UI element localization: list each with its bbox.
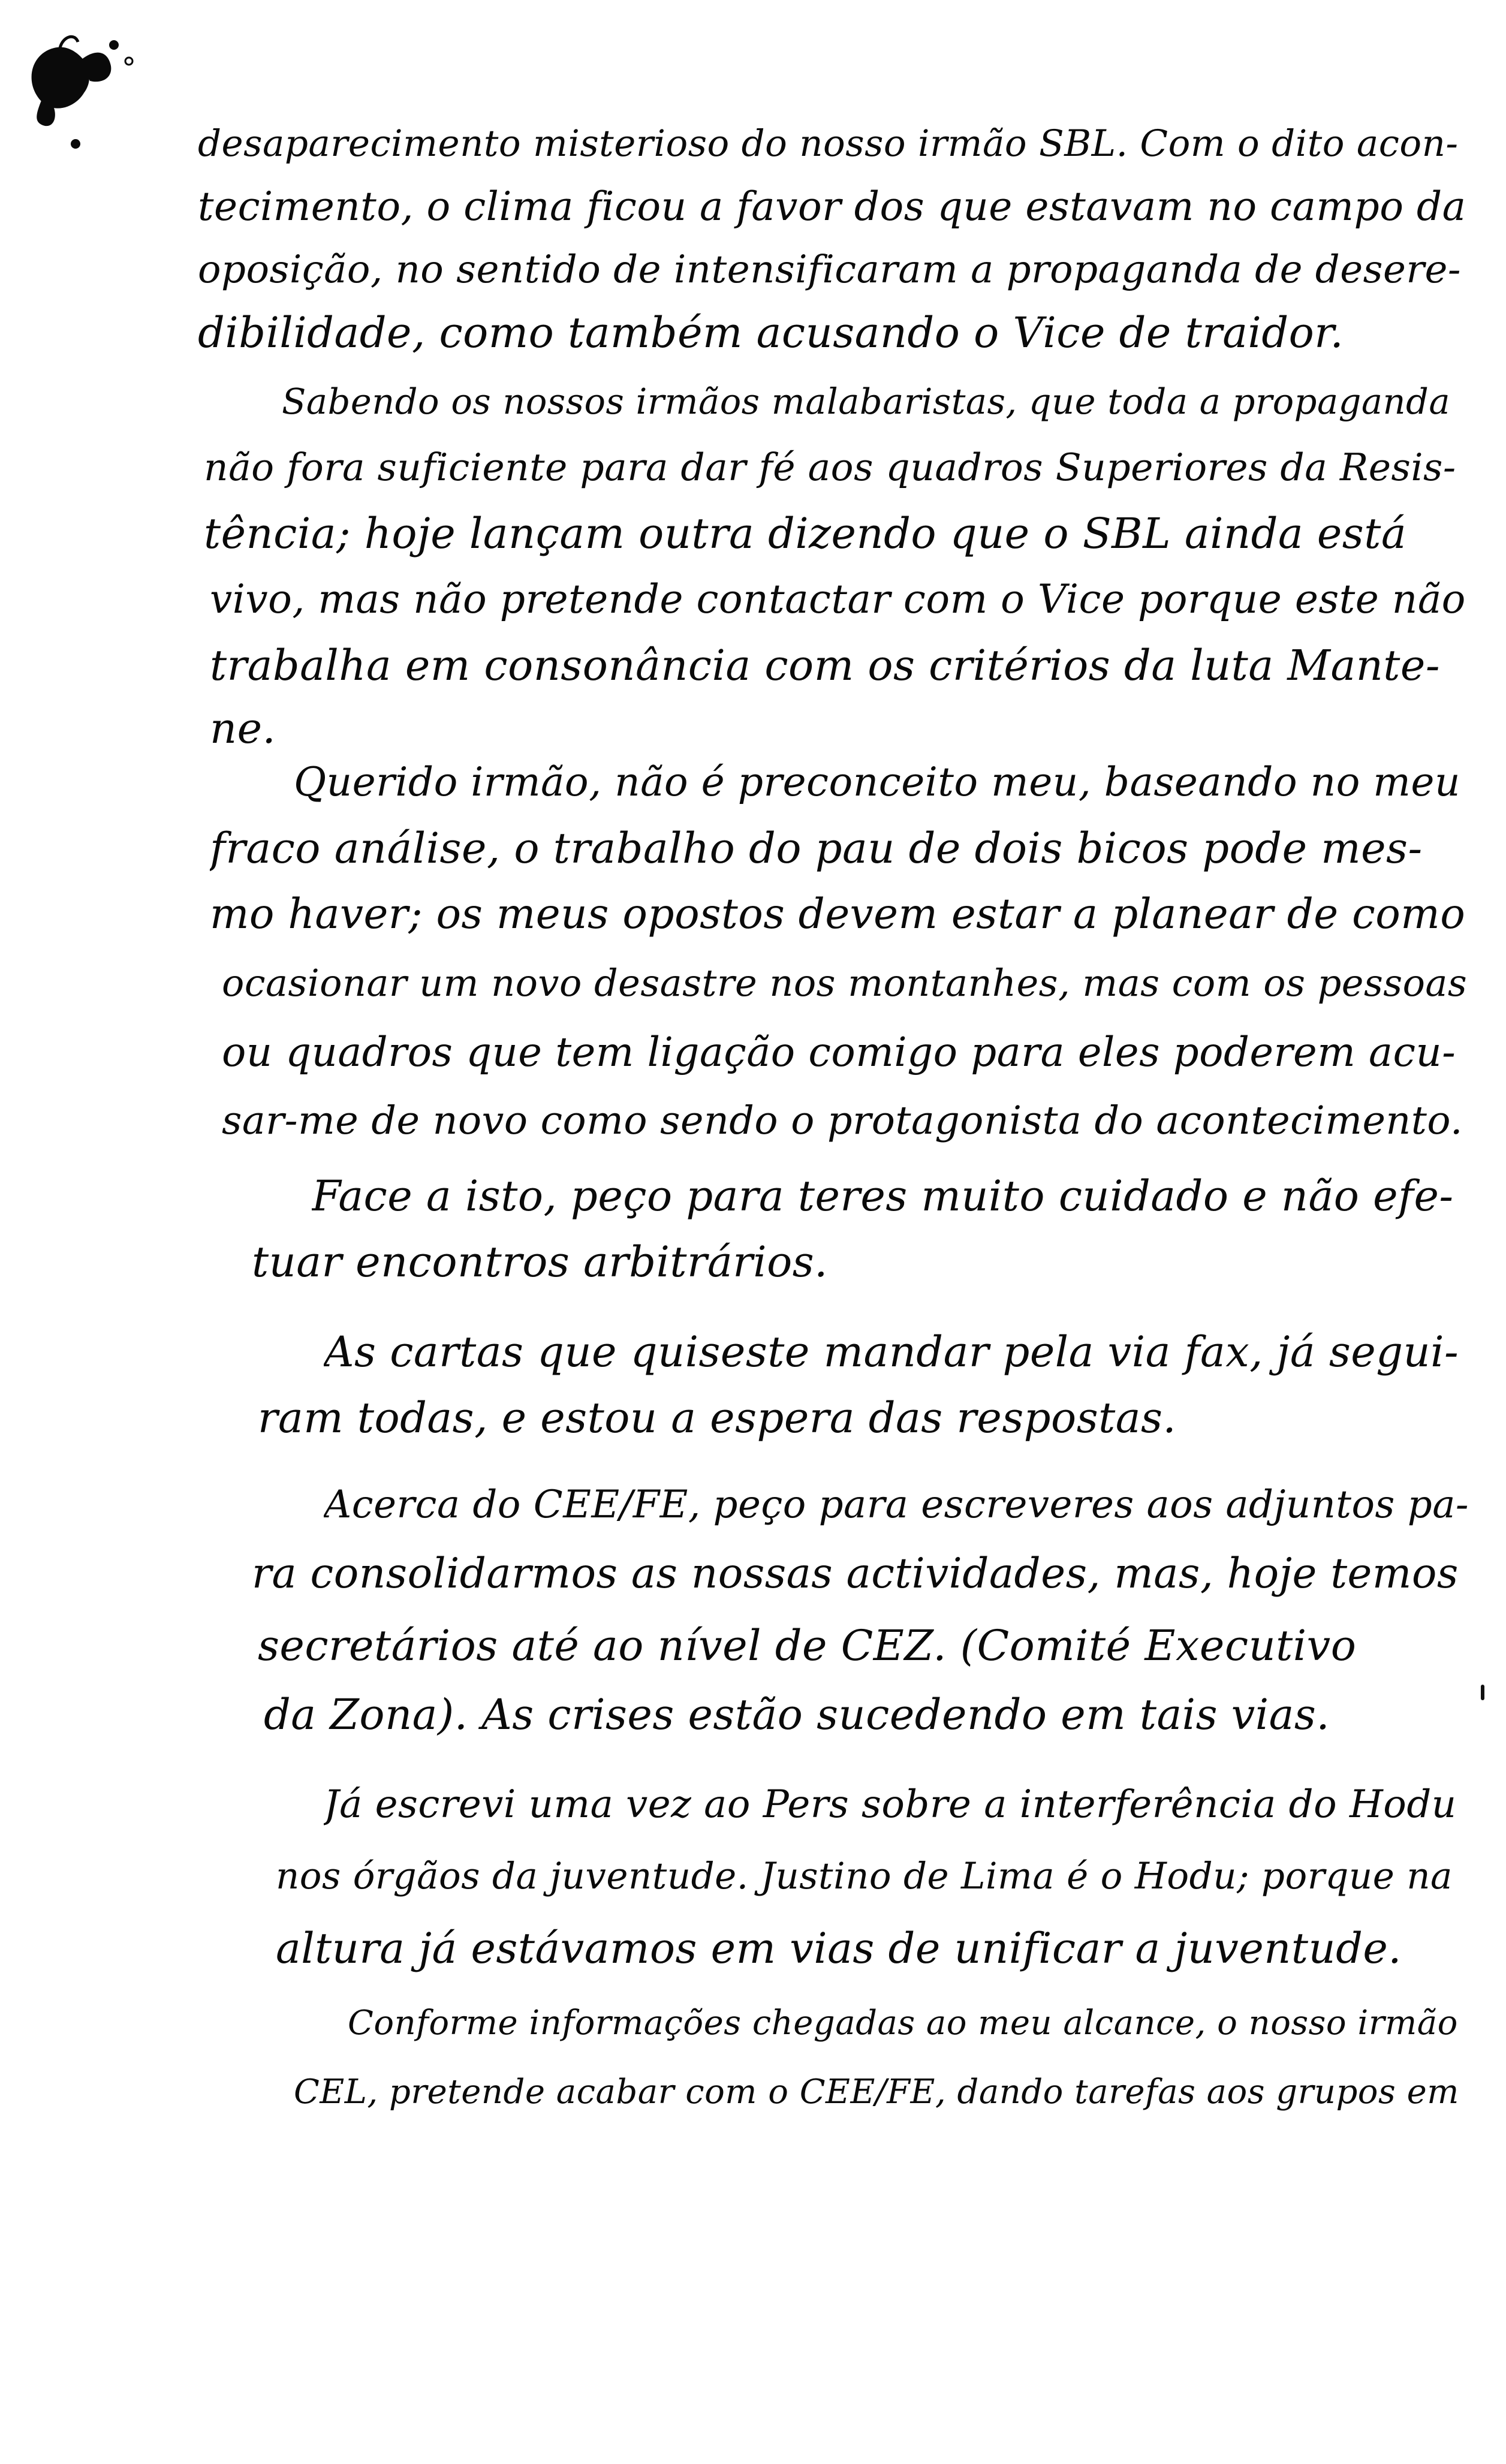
text-line: Conforme informações chegadas ao meu alcance, o nosso irmão xyxy=(348,2004,1458,2043)
margin-tick xyxy=(1481,1685,1484,1700)
margin-dot xyxy=(71,139,80,149)
text-line: ocasionar um novo desastre nos montanhes, mas com os pessoas xyxy=(222,961,1468,1005)
text-line: vivo, mas não pretende contactar com o Vice porque este não xyxy=(210,576,1466,622)
text-line: secretários até ao nível de CEZ. (Comité Executivo xyxy=(258,1621,1357,1670)
text-line: Já escrevi uma vez ao Pers sobre a interferência do Hodu xyxy=(324,1782,1457,1827)
text-line: tuar encontros arbitrários. xyxy=(252,1237,828,1287)
text-line: tência; hoje lançam outra dizendo que o SBL ainda está xyxy=(204,509,1407,558)
text-line: As cartas que quiseste mandar pela via fax, já segui- xyxy=(324,1327,1459,1376)
text-line: fraco análise, o trabalho do pau de dois bicos pode mes- xyxy=(210,824,1423,873)
text-line: sar-me de novo como sendo o protagonista do acontecimento. xyxy=(222,1098,1463,1143)
text-line: desaparecimento misterioso do nosso irmão SBL. Com o dito acon- xyxy=(198,122,1459,165)
text-line: Querido irmão, não é preconceito meu, baseando no meu xyxy=(294,759,1460,805)
text-line: da Zona). As crises estão sucedendo em tais vias. xyxy=(264,1690,1330,1739)
text-line: ne. xyxy=(210,704,276,753)
text-line: ou quadros que tem ligação comigo para eles poderem acu- xyxy=(222,1029,1456,1076)
text-line: não fora suficiente para dar fé aos quadros Superiores da Resis- xyxy=(204,445,1456,489)
text-line: ra consolidarmos as nossas actividades, mas, hoje temos xyxy=(252,1550,1459,1598)
text-line: oposição, no sentido de intensificaram a propaganda de desere- xyxy=(198,248,1461,292)
text-line: trabalha em consonância com os critérios da luta Mante- xyxy=(210,641,1440,690)
text-line: tecimento, o clima ficou a favor dos que estavam no campo da xyxy=(198,183,1466,230)
text-line: Acerca do CEE/FE, peço para escreveres aos adjuntos pa- xyxy=(324,1483,1469,1527)
text-line: Sabendo os nossos irmãos malabaristas, que toda a propaganda xyxy=(282,381,1450,422)
text-line: nos órgãos da juventude. Justino de Lima é o Hodu; porque na xyxy=(276,1855,1453,1897)
text-line: altura já estávamos em vias de unificar a juventude. xyxy=(276,1924,1402,1973)
text-line: Face a isto, peço para teres muito cuidado e não efe- xyxy=(312,1171,1454,1221)
text-line: mo haver; os meus opostos devem estar a planear de como xyxy=(210,890,1466,938)
text-line: ram todas, e estou a espera das respostas. xyxy=(258,1393,1177,1442)
text-line: dibilidade, como também acusando o Vice de traidor. xyxy=(198,308,1344,357)
text-line: CEL, pretende acabar com o CEE/FE, dando tarefas aos grupos em xyxy=(294,2073,1459,2111)
ink-blot-icon xyxy=(18,24,138,132)
